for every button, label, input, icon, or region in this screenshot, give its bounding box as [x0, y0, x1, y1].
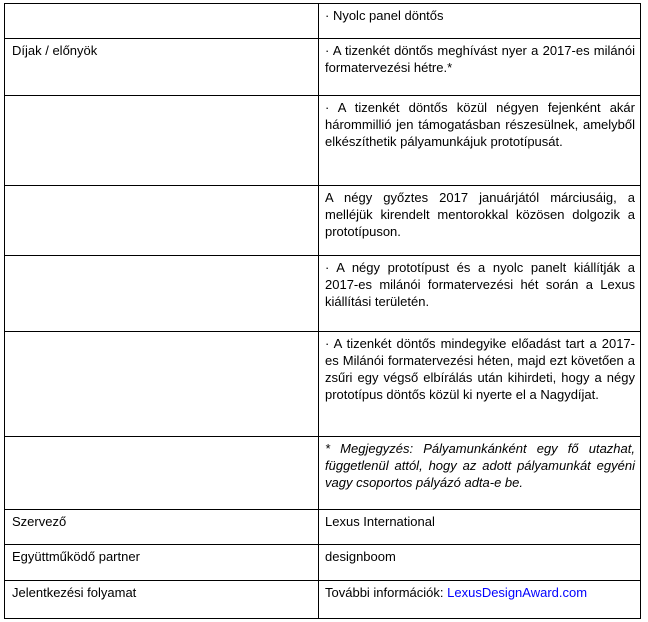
row-content-presentations-grand-prix: · A tizenkét döntős mindegyike előadást tart a 2017-es Milánói formatervezési héten, majd ezt követően a zsűri egy végső elbírálás után kihirdeti, hogy a négy prototípus döntős közül ki nyerte el a Nagydíjat.	[319, 332, 641, 437]
row-content-organizer: Lexus International	[319, 510, 641, 545]
row-label-empty	[5, 437, 319, 510]
row-label-empty	[5, 332, 319, 437]
row-content-partner: designboom	[319, 545, 641, 581]
row-content-mentor-work: A négy győztes 2017 januárjától márciusáig, a melléjük kirendelt mentorokkal közösen dolgozik a prototípuson.	[319, 186, 641, 256]
row-content-funding-support: · A tizenkét döntős közül négyen fejenként akár hárommillió jen támogatásban részesülnek, amelyből elkészíthetik pályamunkájuk prototípusát.	[319, 96, 641, 186]
row-content-footnote: * Megjegyzés: Pályamunkánként egy fő utazhat, függetlenül attól, hogy az adott pályamunkát egyéni vagy csoportos pályázó adta-e be.	[319, 437, 641, 510]
row-content-twelve-finalists-invited: · A tizenkét döntős meghívást nyer a 2017-es milánói formatervezési hétre.*	[319, 39, 641, 96]
row-label-application-process: Jelentkezési folyamat	[5, 581, 319, 619]
table-row	[5, 96, 641, 186]
table-row	[5, 437, 641, 510]
table-row	[5, 256, 641, 332]
row-content-eight-panel-finalists: · Nyolc panel döntős	[319, 4, 641, 39]
table-row	[5, 581, 641, 619]
row-label-partner: Együttműködő partner	[5, 545, 319, 581]
table-row	[5, 332, 641, 437]
table-row	[5, 545, 641, 581]
table-row	[5, 4, 641, 39]
row-label-empty	[5, 96, 319, 186]
award-info-table	[4, 3, 641, 619]
lexus-design-award-link[interactable]: LexusDesignAward.com	[447, 585, 588, 600]
row-label-organizer: Szervező	[5, 510, 319, 545]
table-row	[5, 186, 641, 256]
row-content-more-info	[319, 581, 641, 619]
row-label-prizes-benefits: Díjak / előnyök	[5, 39, 319, 96]
row-label-empty	[5, 4, 319, 39]
table-row	[5, 39, 641, 96]
row-label-empty	[5, 186, 319, 256]
row-label-empty	[5, 256, 319, 332]
table-row	[5, 510, 641, 545]
more-info-text: További információk:	[325, 585, 448, 600]
row-content-exhibition: · A négy prototípust és a nyolc panelt kiállítják a 2017-es milánói formatervezési hét során a Lexus kiállítási területén.	[319, 256, 641, 332]
